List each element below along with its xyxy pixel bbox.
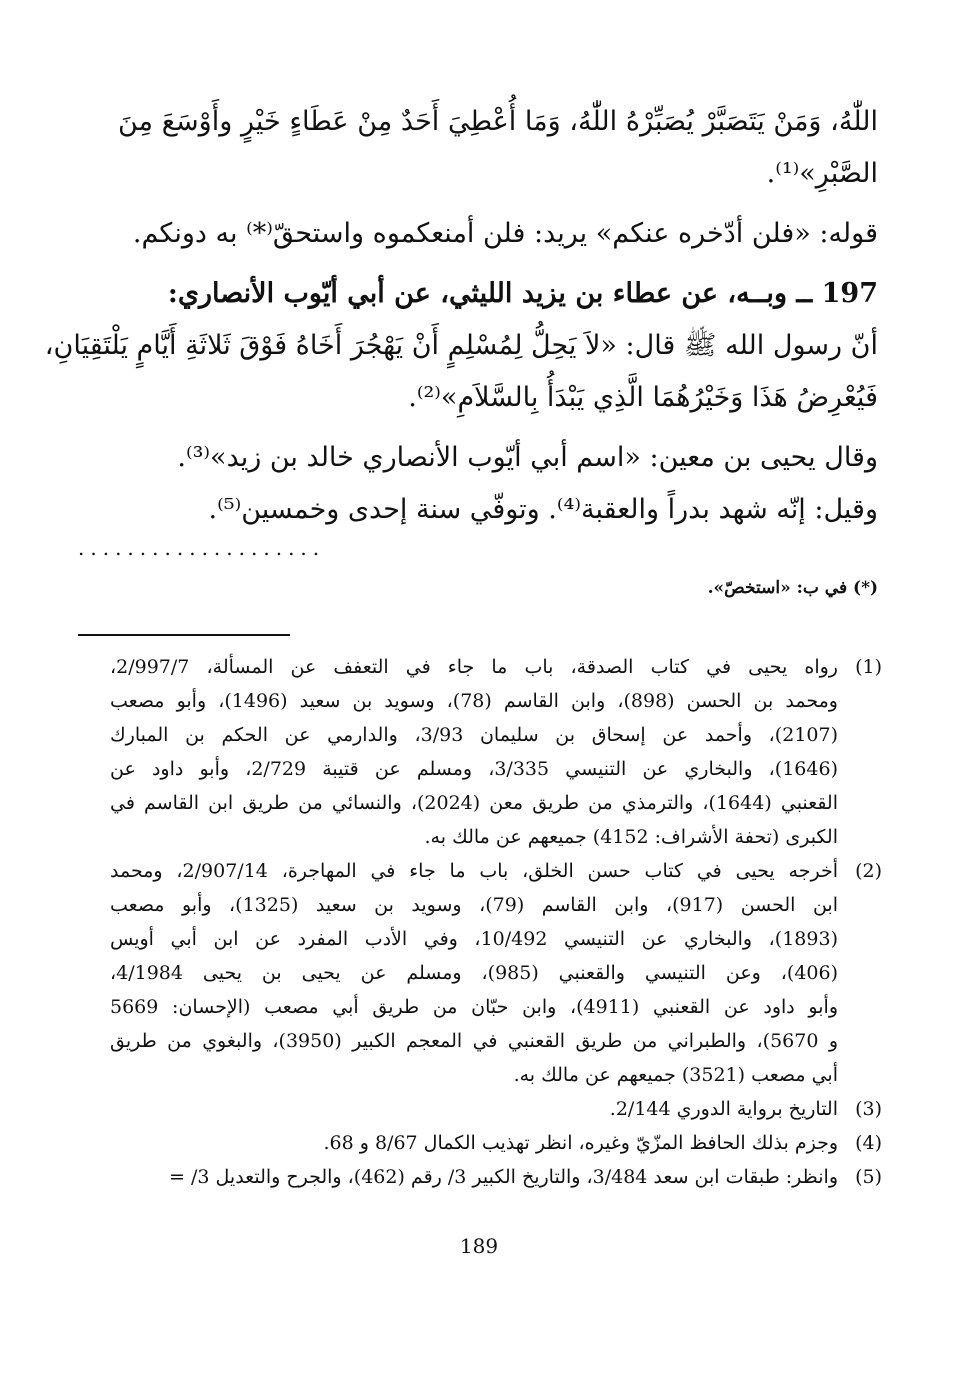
separator-dots: .................... bbox=[78, 536, 326, 560]
main-line: أنّ رسول الله ﷺ قال: «لاَ يَحِلُّ لِمُسْلِمٍ أَنْ يَهْجُرَ أَخَاهُ فَوْقَ ثَلاثَةِ أَيَّامٍ يَلْتَقِيَانِ، bbox=[44, 330, 878, 361]
footnote-line: القعنبي (1644)، والترمذي من طريق معن (2024)، والنسائي من طريق ابن القاسم في bbox=[110, 792, 839, 814]
main-line: اللّٰهُ، وَمَنْ يَتَصَبَّرْ يُصَبِّرْهُ اللّٰهُ، وَمَا أُعْطِيَ أَحَدٌ مِنْ عَطَاءٍ خَيْرٍ وأَوْسَعَ مِنَ bbox=[118, 106, 878, 137]
footnote-number: (4) bbox=[855, 1132, 882, 1154]
main-line: فَيُعْرِضُ هَذَا وَخَيْرُهُمَا الَّذِي يَبْدَأُ بِالسَّلاَمِ»⁽²⁾. bbox=[408, 382, 878, 413]
footnote-line: وانظر: طبقات ابن سعد 3/484، والتاريخ الكبير 3/ رقم (462)، والجرح والتعديل 3/ = bbox=[169, 1166, 838, 1188]
footnote-line: الكبرى (تحفة الأشراف: 4152) جميعهم عن مالك به. bbox=[424, 826, 838, 848]
footnote-line: ابن الحسن (917)، وابن القاسم (79)، وسويد بن سعيد (1325)، وأبو مصعب bbox=[110, 894, 838, 916]
footnote-line: أخرجه يحيى في كتاب حسن الخلق، باب ما جاء في المهاجرة، 2/907/14، ومحمد bbox=[110, 860, 838, 882]
main-line: وقال يحيى بن معين: «اسم أبي أيّوب الأنصاري خالد بن زيد»⁽³⁾. bbox=[177, 442, 878, 473]
footnote-rule bbox=[78, 634, 290, 636]
hadith-197-line: 197 ــ وبــه، عن عطاء بن يزيد الليثي، عن أبي أيّوب الأنصاري: bbox=[167, 278, 878, 309]
footnote-number: (2) bbox=[855, 860, 882, 882]
footnote-line: (2107)، وأحمد عن إسحاق بن سليمان 3/93، والدارمي عن الحكم بن المبارك bbox=[110, 724, 839, 746]
page-number: 189 bbox=[459, 1234, 499, 1258]
footnote-5 bbox=[110, 1160, 882, 1194]
main-line: الصَّبْرِ»⁽¹⁾. bbox=[766, 158, 878, 189]
footnote-3 bbox=[110, 1092, 882, 1126]
footnotes bbox=[110, 650, 882, 1194]
footnote-2 bbox=[110, 854, 882, 1092]
variant-note: (*) في ب: «استخصّ». bbox=[707, 578, 878, 598]
footnote-line: رواه يحيى في كتاب الصدقة، باب ما جاء في التعفف عن المسألة، 2/997/7، bbox=[110, 656, 838, 678]
footnote-line: (1646)، والبخاري عن التنيسي 3/335، ومسلم عن قتيبة 2/729، وأبو داود عن bbox=[110, 758, 838, 780]
main-text bbox=[44, 96, 878, 536]
footnote-1 bbox=[110, 650, 882, 854]
footnote-line: (1893)، والبخاري عن التنيسي 10/492، وفي الأدب المفرد عن ابن أبي أويس bbox=[110, 928, 838, 950]
footnote-number: (1) bbox=[855, 656, 882, 678]
main-line: وقيل: إنّه شهد بدراً والعقبة⁽⁴⁾. وتوفّي سنة إحدى وخمسين⁽⁵⁾. bbox=[208, 494, 878, 525]
footnote-line: (406)، وعن التنيسي والقعنبي (985)، ومسلم عن يحيى بن يحيى 4/1984، bbox=[110, 962, 838, 984]
footnote-number: (5) bbox=[855, 1166, 882, 1188]
main-line: قوله: «فلن أدّخره عنكم» يريد: فلن أمنعكموه واستحقّ⁽*⁾ به دونكم. bbox=[132, 218, 878, 249]
footnote-line: وأبو داود عن القعنبي (4911)، وابن حبّان من طريق أبي مصعب (الإحسان: 5669 bbox=[110, 996, 838, 1018]
footnote-4 bbox=[110, 1126, 882, 1160]
footnote-number: (3) bbox=[855, 1098, 882, 1120]
footnote-line: ومحمد بن الحسن (898)، وابن القاسم (78)، وسويد بن سعيد (1496)، وأبو مصعب bbox=[110, 690, 838, 712]
footnote-line: التاريخ برواية الدوري 2/144. bbox=[609, 1098, 838, 1120]
footnote-line: وجزم بذلك الحافظ المزّيّ وغيره، انظر تهذيب الكمال 8/67 و 68. bbox=[323, 1132, 838, 1154]
footnote-line: أبي مصعب (3521) جميعهم عن مالك به. bbox=[513, 1064, 838, 1086]
footnote-line: و 5670)، والطبراني من طريق القعنبي في المعجم الكبير (3950)، والبغوي من طريق bbox=[110, 1030, 839, 1052]
